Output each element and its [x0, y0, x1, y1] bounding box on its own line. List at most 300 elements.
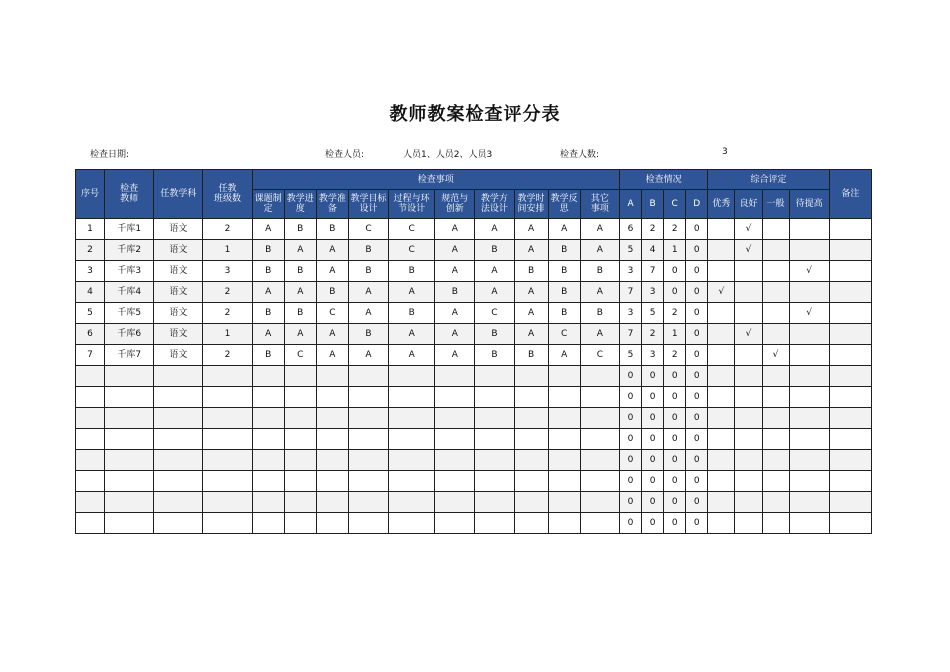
cell-subject: 语文 — [154, 345, 203, 366]
cell-remark — [829, 324, 871, 345]
cell-eval-mark — [735, 345, 762, 366]
cell-seq: 5 — [76, 303, 105, 324]
cell-eval-mark — [789, 366, 829, 387]
cell-subject: 语文 — [154, 282, 203, 303]
cell-grade-count: 0 — [664, 408, 686, 429]
cell-item-grade: B — [580, 303, 619, 324]
cell-eval-mark — [735, 282, 762, 303]
header-seq: 序号 — [76, 170, 105, 219]
header-item-7: 教学时 间安排 — [514, 190, 548, 219]
cell-grade-count: 0 — [686, 282, 708, 303]
cell-item-grade — [514, 450, 548, 471]
cell-item-grade — [514, 408, 548, 429]
header-item-5: 规范与 创新 — [435, 190, 475, 219]
cell-eval-mark — [762, 471, 789, 492]
cell-eval-mark — [762, 324, 789, 345]
cell-remark — [829, 513, 871, 534]
cell-eval-mark — [708, 429, 735, 450]
cell-item-grade — [475, 408, 514, 429]
cell-subject — [154, 366, 203, 387]
cell-grade-count: 0 — [686, 429, 708, 450]
cell-item-grade: A — [316, 345, 348, 366]
cell-grade-count: 0 — [664, 429, 686, 450]
cell-grade-count: 0 — [686, 240, 708, 261]
cell-item-grade: B — [389, 303, 435, 324]
cell-item-grade: B — [252, 303, 284, 324]
cell-eval-mark — [762, 240, 789, 261]
cell-item-grade: A — [580, 219, 619, 240]
cell-teacher: 千库3 — [105, 261, 154, 282]
cell-item-grade: A — [348, 303, 388, 324]
cell-item-grade — [514, 387, 548, 408]
cell-eval-mark — [789, 345, 829, 366]
cell-grade-count: 0 — [619, 366, 641, 387]
cell-item-grade: A — [435, 261, 475, 282]
cell-item-grade: C — [284, 345, 316, 366]
cell-item-grade: B — [548, 240, 580, 261]
header-situation-0: A — [619, 190, 641, 219]
cell-item-grade — [475, 492, 514, 513]
cell-item-grade: A — [435, 219, 475, 240]
cell-item-grade — [435, 408, 475, 429]
cell-seq: 6 — [76, 324, 105, 345]
cell-item-grade: A — [475, 282, 514, 303]
cell-item-grade: B — [475, 345, 514, 366]
cell-item-grade: B — [548, 303, 580, 324]
cell-teacher: 千库2 — [105, 240, 154, 261]
cell-eval-mark — [789, 282, 829, 303]
cell-eval-mark — [762, 408, 789, 429]
cell-teacher — [105, 387, 154, 408]
cell-eval-mark: √ — [789, 261, 829, 282]
cell-item-grade — [316, 366, 348, 387]
cell-item-grade: B — [348, 324, 388, 345]
cell-grade-count: 2 — [664, 219, 686, 240]
cell-item-grade — [475, 429, 514, 450]
cell-item-grade — [284, 366, 316, 387]
cell-item-grade: C — [548, 324, 580, 345]
cell-item-grade — [252, 492, 284, 513]
cell-grade-count: 0 — [664, 261, 686, 282]
cell-item-grade — [389, 492, 435, 513]
cell-item-grade — [389, 471, 435, 492]
cell-eval-mark — [708, 366, 735, 387]
cell-eval-mark — [735, 366, 762, 387]
cell-item-grade: B — [514, 345, 548, 366]
table-row — [76, 261, 872, 282]
cell-item-grade: A — [389, 282, 435, 303]
cell-eval-mark — [708, 345, 735, 366]
cell-item-grade: B — [435, 282, 475, 303]
table-row — [76, 471, 872, 492]
cell-grade-count: 3 — [642, 345, 664, 366]
table-row — [76, 345, 872, 366]
cell-subject: 语文 — [154, 240, 203, 261]
cell-grade-count: 1 — [664, 324, 686, 345]
cell-item-grade — [316, 450, 348, 471]
cell-item-grade — [580, 429, 619, 450]
cell-eval-mark — [789, 492, 829, 513]
cell-grade-count: 3 — [619, 303, 641, 324]
cell-eval-mark — [762, 492, 789, 513]
cell-item-grade — [284, 471, 316, 492]
header-situation-2: C — [664, 190, 686, 219]
cell-seq — [76, 366, 105, 387]
cell-item-grade: A — [475, 219, 514, 240]
cell-classes: 2 — [203, 303, 252, 324]
cell-item-grade — [316, 429, 348, 450]
cell-item-grade: A — [548, 219, 580, 240]
inspection-date-label: 检查日期: — [90, 150, 130, 160]
cell-eval-mark — [789, 219, 829, 240]
cell-eval-mark — [762, 366, 789, 387]
cell-item-grade: A — [348, 345, 388, 366]
cell-item-grade — [435, 429, 475, 450]
cell-item-grade: B — [252, 261, 284, 282]
cell-item-grade — [284, 513, 316, 534]
header-item-9: 其它 事项 — [580, 190, 619, 219]
cell-item-grade — [348, 471, 388, 492]
cell-item-grade — [284, 450, 316, 471]
cell-classes — [203, 492, 252, 513]
cell-grade-count: 0 — [664, 513, 686, 534]
cell-item-grade: A — [389, 324, 435, 345]
cell-eval-mark — [789, 240, 829, 261]
cell-item-grade: A — [348, 282, 388, 303]
cell-remark — [829, 408, 871, 429]
header-eval-0: 优秀 — [708, 190, 735, 219]
cell-item-grade: A — [435, 303, 475, 324]
cell-eval-mark — [735, 429, 762, 450]
cell-grade-count: 0 — [619, 450, 641, 471]
cell-grade-count: 0 — [686, 513, 708, 534]
cell-item-grade: A — [316, 261, 348, 282]
cell-seq — [76, 492, 105, 513]
table-row — [76, 282, 872, 303]
cell-item-grade: A — [252, 324, 284, 345]
cell-item-grade: B — [252, 240, 284, 261]
cell-seq — [76, 450, 105, 471]
cell-remark — [829, 492, 871, 513]
cell-grade-count: 0 — [642, 366, 664, 387]
header-items-group: 检查事项 — [252, 170, 619, 190]
cell-seq: 4 — [76, 282, 105, 303]
cell-item-grade: B — [514, 261, 548, 282]
cell-item-grade — [514, 366, 548, 387]
cell-item-grade — [514, 513, 548, 534]
cell-item-grade — [548, 450, 580, 471]
cell-eval-mark — [762, 303, 789, 324]
cell-item-grade — [580, 387, 619, 408]
cell-item-grade — [435, 471, 475, 492]
cell-item-grade: A — [514, 282, 548, 303]
cell-classes: 1 — [203, 324, 252, 345]
cell-item-grade: A — [284, 240, 316, 261]
cell-item-grade — [548, 492, 580, 513]
cell-item-grade: B — [389, 261, 435, 282]
cell-eval-mark: √ — [708, 282, 735, 303]
cell-classes: 2 — [203, 345, 252, 366]
cell-teacher: 千库6 — [105, 324, 154, 345]
cell-eval-mark — [762, 450, 789, 471]
cell-eval-mark — [735, 408, 762, 429]
cell-teacher: 千库1 — [105, 219, 154, 240]
cell-eval-mark — [789, 408, 829, 429]
cell-item-grade: A — [580, 282, 619, 303]
cell-item-grade — [475, 450, 514, 471]
cell-eval-mark — [762, 513, 789, 534]
cell-item-grade: A — [435, 324, 475, 345]
cell-teacher — [105, 366, 154, 387]
cell-classes — [203, 471, 252, 492]
cell-item-grade: B — [316, 282, 348, 303]
cell-subject — [154, 492, 203, 513]
cell-item-grade: B — [548, 261, 580, 282]
cell-item-grade: A — [316, 324, 348, 345]
cell-item-grade — [548, 366, 580, 387]
cell-teacher — [105, 492, 154, 513]
cell-subject — [154, 429, 203, 450]
cell-item-grade — [252, 513, 284, 534]
cell-remark — [829, 387, 871, 408]
cell-remark — [829, 366, 871, 387]
cell-item-grade — [514, 471, 548, 492]
cell-item-grade — [316, 408, 348, 429]
header-item-0: 课题制 定 — [252, 190, 284, 219]
inspectors-value: 人员1、人员2、人员3 — [403, 150, 493, 160]
cell-grade-count: 0 — [619, 492, 641, 513]
header-remark: 备注 — [829, 170, 871, 219]
cell-item-grade — [475, 387, 514, 408]
cell-item-grade: A — [316, 240, 348, 261]
cell-item-grade — [316, 387, 348, 408]
cell-classes — [203, 513, 252, 534]
cell-grade-count: 0 — [686, 366, 708, 387]
cell-teacher — [105, 450, 154, 471]
header-teacher: 检查 教师 — [105, 170, 154, 219]
cell-eval-mark — [735, 513, 762, 534]
cell-grade-count: 0 — [686, 471, 708, 492]
cell-eval-mark — [708, 408, 735, 429]
cell-item-grade: A — [252, 219, 284, 240]
cell-item-grade: A — [475, 261, 514, 282]
cell-item-grade: C — [389, 240, 435, 261]
cell-item-grade — [316, 471, 348, 492]
cell-classes — [203, 429, 252, 450]
cell-grade-count: 0 — [642, 471, 664, 492]
header-subject: 任教学科 — [154, 170, 203, 219]
cell-item-grade: B — [316, 219, 348, 240]
cell-item-grade — [514, 429, 548, 450]
cell-teacher — [105, 471, 154, 492]
cell-eval-mark: √ — [789, 303, 829, 324]
inspector-count-value: 3 — [722, 147, 728, 157]
cell-grade-count: 0 — [664, 282, 686, 303]
cell-grade-count: 0 — [686, 219, 708, 240]
cell-eval-mark — [735, 471, 762, 492]
cell-item-grade — [435, 450, 475, 471]
cell-grade-count: 0 — [619, 513, 641, 534]
cell-grade-count: 2 — [642, 324, 664, 345]
cell-eval-mark — [708, 492, 735, 513]
cell-eval-mark — [708, 303, 735, 324]
cell-seq: 7 — [76, 345, 105, 366]
cell-grade-count: 4 — [642, 240, 664, 261]
cell-item-grade — [580, 492, 619, 513]
table-row — [76, 219, 872, 240]
cell-item-grade: B — [475, 324, 514, 345]
cell-teacher — [105, 429, 154, 450]
cell-item-grade — [284, 492, 316, 513]
table-row — [76, 387, 872, 408]
cell-grade-count: 7 — [619, 282, 641, 303]
cell-eval-mark: √ — [735, 324, 762, 345]
cell-item-grade — [475, 513, 514, 534]
cell-item-grade — [548, 429, 580, 450]
cell-subject — [154, 387, 203, 408]
table-row — [76, 408, 872, 429]
header-situation-group: 检查情况 — [619, 170, 707, 190]
cell-grade-count: 0 — [664, 450, 686, 471]
cell-item-grade — [348, 387, 388, 408]
cell-eval-mark — [708, 219, 735, 240]
cell-item-grade — [252, 450, 284, 471]
cell-remark — [829, 303, 871, 324]
cell-grade-count: 3 — [642, 282, 664, 303]
cell-item-grade — [252, 387, 284, 408]
cell-seq — [76, 387, 105, 408]
cell-item-grade — [548, 471, 580, 492]
header-eval-group: 综合评定 — [708, 170, 829, 190]
cell-remark — [829, 261, 871, 282]
evaluation-table — [75, 169, 872, 534]
cell-eval-mark — [708, 450, 735, 471]
cell-item-grade — [348, 492, 388, 513]
header-classes: 任教 班级数 — [203, 170, 252, 219]
cell-item-grade: A — [514, 219, 548, 240]
cell-item-grade: B — [348, 261, 388, 282]
cell-item-grade — [252, 429, 284, 450]
table-row — [76, 429, 872, 450]
cell-remark — [829, 240, 871, 261]
cell-item-grade: C — [580, 345, 619, 366]
cell-seq: 3 — [76, 261, 105, 282]
cell-eval-mark — [789, 429, 829, 450]
cell-grade-count: 7 — [642, 261, 664, 282]
cell-remark — [829, 219, 871, 240]
cell-item-grade — [475, 366, 514, 387]
cell-eval-mark — [708, 513, 735, 534]
cell-grade-count: 0 — [664, 387, 686, 408]
cell-item-grade — [548, 513, 580, 534]
cell-item-grade: C — [348, 219, 388, 240]
cell-grade-count: 0 — [686, 450, 708, 471]
cell-teacher: 千库7 — [105, 345, 154, 366]
cell-item-grade: C — [389, 219, 435, 240]
cell-grade-count: 0 — [642, 408, 664, 429]
cell-item-grade: A — [252, 282, 284, 303]
cell-grade-count: 3 — [619, 261, 641, 282]
cell-grade-count: 0 — [642, 387, 664, 408]
header-item-1: 教学进 度 — [284, 190, 316, 219]
header-item-8: 教学反 思 — [548, 190, 580, 219]
cell-eval-mark — [762, 219, 789, 240]
cell-item-grade — [389, 387, 435, 408]
cell-seq — [76, 429, 105, 450]
cell-item-grade — [548, 387, 580, 408]
cell-eval-mark — [708, 324, 735, 345]
cell-item-grade: B — [475, 240, 514, 261]
cell-item-grade: A — [435, 345, 475, 366]
cell-eval-mark — [735, 450, 762, 471]
cell-eval-mark — [789, 324, 829, 345]
cell-grade-count: 0 — [619, 429, 641, 450]
cell-eval-mark — [789, 513, 829, 534]
table-row — [76, 303, 872, 324]
cell-eval-mark — [762, 429, 789, 450]
cell-item-grade: B — [284, 219, 316, 240]
cell-eval-mark — [789, 387, 829, 408]
cell-item-grade — [548, 408, 580, 429]
cell-grade-count: 0 — [686, 492, 708, 513]
cell-grade-count: 7 — [619, 324, 641, 345]
cell-item-grade: A — [435, 240, 475, 261]
page-title: 教师教案检查评分表 — [389, 104, 561, 125]
cell-eval-mark — [762, 387, 789, 408]
cell-classes: 2 — [203, 282, 252, 303]
table-row — [76, 450, 872, 471]
header-eval-1: 良好 — [735, 190, 762, 219]
cell-teacher: 千库4 — [105, 282, 154, 303]
cell-grade-count: 0 — [642, 429, 664, 450]
cell-item-grade — [284, 408, 316, 429]
cell-grade-count: 0 — [642, 450, 664, 471]
cell-grade-count: 0 — [619, 408, 641, 429]
cell-grade-count: 0 — [664, 471, 686, 492]
cell-eval-mark — [708, 261, 735, 282]
cell-item-grade — [580, 366, 619, 387]
cell-grade-count: 0 — [642, 513, 664, 534]
cell-grade-count: 0 — [686, 324, 708, 345]
cell-eval-mark — [762, 261, 789, 282]
cell-classes: 3 — [203, 261, 252, 282]
cell-item-grade — [580, 450, 619, 471]
cell-item-grade — [252, 366, 284, 387]
cell-item-grade: A — [514, 240, 548, 261]
cell-remark — [829, 429, 871, 450]
inspectors-label: 检查人员: — [325, 150, 365, 160]
cell-subject: 语文 — [154, 324, 203, 345]
cell-item-grade: C — [316, 303, 348, 324]
cell-grade-count: 0 — [664, 366, 686, 387]
cell-seq — [76, 471, 105, 492]
cell-item-grade — [475, 471, 514, 492]
cell-item-grade: B — [548, 282, 580, 303]
cell-subject — [154, 408, 203, 429]
header-item-4: 过程与环 节设计 — [389, 190, 435, 219]
cell-subject — [154, 513, 203, 534]
cell-grade-count: 0 — [619, 471, 641, 492]
cell-eval-mark — [789, 471, 829, 492]
cell-grade-count: 0 — [619, 387, 641, 408]
cell-teacher: 千库5 — [105, 303, 154, 324]
cell-item-grade — [580, 513, 619, 534]
cell-item-grade — [435, 366, 475, 387]
cell-item-grade — [252, 471, 284, 492]
cell-eval-mark — [708, 471, 735, 492]
cell-classes: 2 — [203, 219, 252, 240]
cell-grade-count: 0 — [686, 261, 708, 282]
